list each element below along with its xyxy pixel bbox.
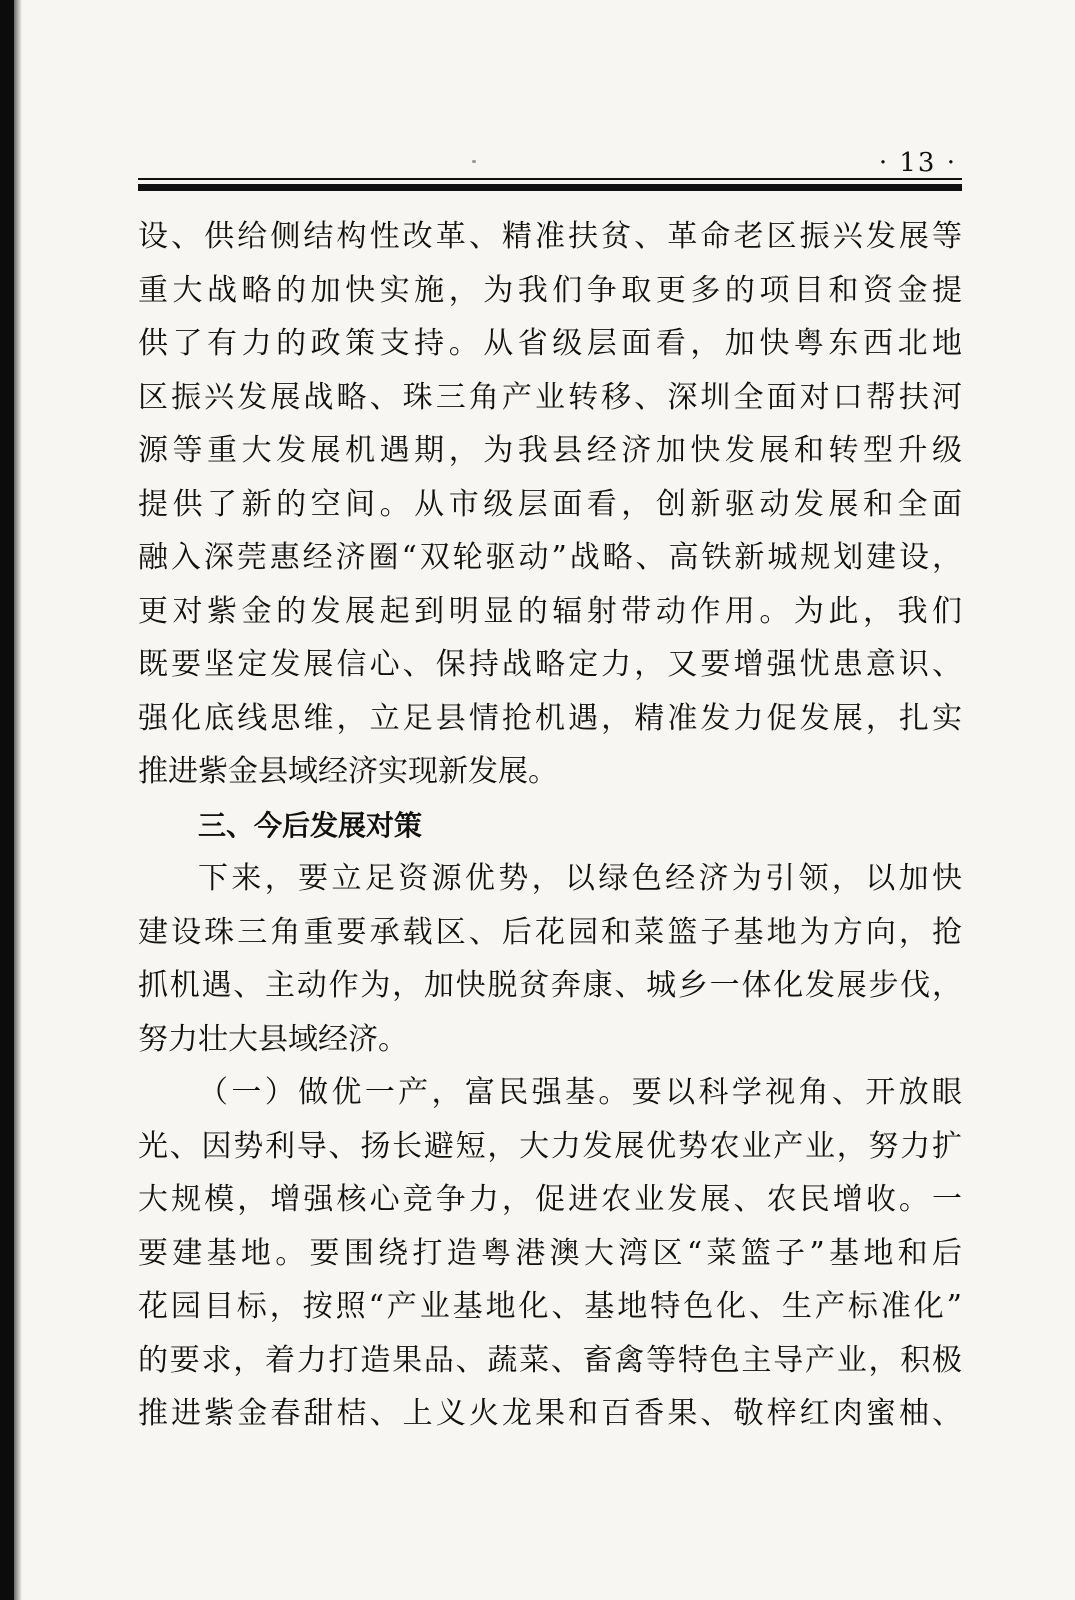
page-number: · 13 · <box>878 148 957 178</box>
text-line: 既要坚定发展信心、保持战略定力，又要增强忧患意识、 <box>138 647 962 682</box>
text-line: 推进紫金县域经济实现新发展。 <box>138 754 558 789</box>
section-heading: 三、今后发展对策 <box>198 808 423 842</box>
text-line: 要建基地。要围绕打造粤港澳大湾区“菜篮子”基地和后 <box>138 1235 962 1271</box>
text-line: 融入深莞惠经济圈“双轮驱动”战略、高铁新城规划建设， <box>138 540 962 575</box>
text-line: 推进紫金春甜桔、上义火龙果和百香果、敬梓红肉蜜柚、 <box>138 1396 962 1431</box>
text-line: 更对紫金的发展起到明显的辐射带动作用。为此，我们 <box>138 593 962 629</box>
text-line: 区振兴发展战略、珠三角产业转移、深圳全面对口帮扶河 <box>138 379 962 415</box>
text-line: 大规模，增强核心竞争力，促进农业发展、农民增收。一 <box>138 1182 962 1217</box>
scan-speck <box>472 160 476 163</box>
text-line: 抓机遇、主动作为，加快脱贫奔康、城乡一体化发展步伐， <box>138 968 962 1003</box>
text-line: 重大战略的加快实施，为我们争取更多的项目和资金提 <box>138 272 962 308</box>
text-line: 供了有力的政策支持。从省级层面看，加快粤东西北地 <box>138 326 962 361</box>
text-line: 的要求，着力打造果品、蔬菜、畜禽等特色主导产业，积极 <box>138 1342 962 1378</box>
text-line: （一）做优一产，富民强基。要以科学视角、开放眼 <box>198 1075 962 1110</box>
text-line: 建设珠三角重要承载区、后花园和菜篮子基地为方向，抢 <box>138 914 962 950</box>
scan-edge-shadow <box>14 0 22 1600</box>
text-line: 光、因势利导、扬长避短，大力发展优势农业产业，努力扩 <box>138 1128 962 1164</box>
text-line: 花园目标，按照“产业基地化、基地特色化、生产标准化” <box>138 1289 962 1324</box>
text-line: 源等重大发展机遇期，为我县经济加快发展和转型升级 <box>138 433 962 468</box>
text-line: 提供了新的空间。从市级层面看，创新驱动发展和全面 <box>138 486 962 522</box>
header-rule-thick <box>138 184 962 191</box>
text-line: 强化底线思维，立足县情抢机遇，精准发力促发展，扎实 <box>138 700 962 736</box>
text-line: 下来，要立足资源优势，以绿色经济为引领，以加快 <box>198 861 962 896</box>
text-line: 努力壮大县域经济。 <box>138 1021 408 1057</box>
scan-left-edge <box>0 0 14 1600</box>
body-text <box>138 210 962 1441</box>
header-rule-thin <box>138 178 962 180</box>
text-line: 设、供给侧结构性改革、精准扶贫、革命老区振兴发展等 <box>138 219 962 254</box>
